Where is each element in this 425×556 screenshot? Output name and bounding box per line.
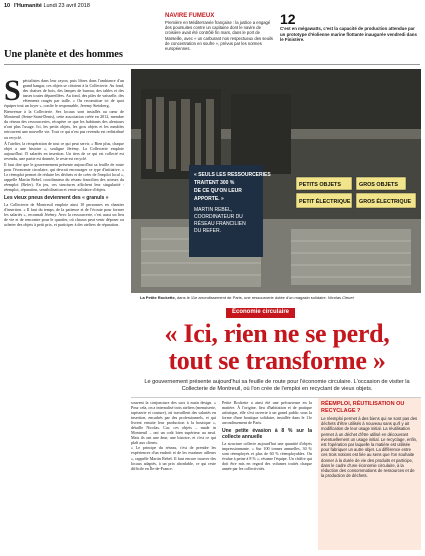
article-photo xyxy=(131,69,421,293)
headline-line: tout se transforme » xyxy=(168,346,386,375)
brief-figure: 12 xyxy=(280,11,296,27)
article-paragraph: La Collecterie de Montreuil emploie ainsi 10 personnes en chantier d'insertion. « Il faut du temps, de la patience et de l'écoute pour former les salariés », reconnaît Jérémy. Avec la ressourcerie, c'est aussi un lieu de vie et de rencontre pour le quartier, où chacun peut venir déposer ou acheter des objets à petit prix, et participer à des ateliers de réparation. xyxy=(4,202,124,228)
article-column-2 xyxy=(131,400,216,471)
article-left-column xyxy=(4,74,124,228)
photo-sign-large-electric: GROS ÉLECTRIQUE xyxy=(359,199,412,205)
headline xyxy=(132,320,422,374)
kicker-tag: Économie circulaire xyxy=(226,308,295,318)
warehouse-photo-illustration xyxy=(131,69,421,293)
photo-sign-small-objects: PETITS OBJETS xyxy=(299,182,341,188)
article-paragraph: Il faut dire que le gouvernement présente aujourd'hui sa feuille de route pour l'économie circulaire, qui devrait encourager ce type d'initiative. « Le réemploi permet de réduire les déchets et de créer de l'emploi local », rappelle Martin Rebel, coordinateur du réseau francilien des acteurs du réemploi (Refer). En jeu, ces structures affichent leur singularité : réemploi, réparation, sensibilisation et vente solidaire d'objets. xyxy=(4,161,124,192)
article-paragraph: souvent la conjoncture des sacs à main design. « Pour cela, on a internalisé trois ateliers (menuiserie, tapisserie et couture), où travaillent des salariés en insertion, encadrés par des professionnels, et qui livrent ensuite leur production à la boutique », détaille Nicolas. Car, ces objets – made in Montreuil – ont un coût bien supérieur au neuf. Mais ils ont une âme, une histoire, et c'est ce qui plaît aux clients. xyxy=(131,400,216,446)
caption-bold: La Petite Rockette, xyxy=(140,295,176,300)
publication-title: l'Humanité xyxy=(14,3,42,9)
brief-figure-text: C'est en mégawatts, c'est la capacité de production attendue par un prototype d'éolienne marine flottante inaugurée vendredi dans le Finistère. xyxy=(280,26,417,42)
publication-name xyxy=(14,3,90,9)
article-subheading: Une petite évasion à 8 % sur la collecte annuelle xyxy=(222,428,312,441)
photo-callout-line: DE CE QU'ON LEUR xyxy=(194,188,242,194)
headline-line: « Ici, rien ne se perd, xyxy=(164,319,390,348)
rubric-divider xyxy=(4,64,420,65)
page-number: 10 xyxy=(4,3,11,9)
article-paragraph: « Le principe du réseau, c'est de prendre les expériences d'un endroit et de les essaimer ailleurs », rappelle Martin Rebel. Il faut encore trouver des locaux adaptés, à un prix abordable, ce qui reste difficile en Île-de-France. xyxy=(131,445,216,471)
dropcap: S xyxy=(4,74,21,107)
standfirst: Le gouvernement présente aujourd'hui sa feuille de route pour l'économie circulaire. L'occasion de visiter la Collecterie de Montreuil, où l'on crée de l'emploi en recyclant de vieux objets. xyxy=(144,379,410,393)
photo-callout-line: DU REFER. xyxy=(194,228,221,234)
photo-sign-small-electric: PETIT ÉLECTRIQUE xyxy=(299,199,351,205)
article-paragraph: La structure collecte aujourd'hui une quantité d'objets impressionnante. « Sur 100 tonnes annuelles, 30 % sont réemployés et plus de 60 % réemployables. On évalue à peine à 8 % », résume l'équipe. Un chiffre qui doit être mis en regard des volumes traités chaque année par les collectivités. xyxy=(222,441,312,472)
photo-callout-line: RÉSEAU FRANCILIEN xyxy=(194,221,246,227)
brief-figure-box xyxy=(280,13,420,43)
photo-caption xyxy=(140,295,420,300)
article-paragraph: Petite Rockette a ainsi été une précurseure en la matière. À l'origine, lieu d'habitation et de pratique artistique, elle s'est ouverte à un grand public sous la forme d'une boutique solidaire, installée dans le 11e arrondissement de Paris. xyxy=(222,400,312,426)
article-paragraph: pécialistes dans leur rayon, puis libres dans l'ambiance d'un grand hangar, ces objets se côtoient à la Collecterie. Au fond, des chaises de bois, des lampes de bureau, des tables et des tasses toutes dépareillées. Au fond, des piles de vaisselle, des vêtements rangés par taille. « On reconstitue ici de quoi équiper tout un foyer », confie le responsable, Jeremy Steinberg. xyxy=(4,78,124,109)
photo-sign-large-objects: GROS OBJETS xyxy=(359,182,398,188)
article-subheading: Les vieux pneus deviennent des « granuls » xyxy=(4,195,109,202)
article-paragraph: Bienvenue à la Collecterie. Ses locaux sont installés au cœur de Montreuil (Seine-Saint-Denis), cette association créée en 2012, membre du réseau des ressourceries, récupère ce que les habitants des alentours n'ont plus l'usage. Ici, les petits objets, les gros objets et les meubles retrouvent une nouvelle vie. Tout ce qui n'est pas revendu est redistribué ou recyclé. xyxy=(4,109,124,140)
photo-credit: Nicolas Cleuet xyxy=(327,295,354,300)
article-column-3 xyxy=(222,400,312,472)
sidebar-title: RÉEMPLOI, RÉUTILISATION OU RECYCLAGE ? xyxy=(321,401,405,414)
photo-callout-line: TRAITENT 300 % xyxy=(194,180,235,186)
photo-callout-line: COORDINATEUR DU xyxy=(194,214,243,220)
brief-navire xyxy=(165,13,275,51)
brief-text: Première en Méditerranée française : la justice a engagé des poursuites contre un capitaine dont le navire de croisière avait été contrôlé fin mars, dans le port de Marseille, avec « un carburant non respectueux des seuils de concentration en soufre », prévus par les normes européennes. xyxy=(165,20,274,52)
section-rubric: Une planète et des hommes xyxy=(4,49,123,60)
sidebar-box xyxy=(318,398,421,550)
brief-tag: NAVIRE FUMEUX xyxy=(165,13,215,19)
photo-callout-line: APPORTE. » xyxy=(194,196,224,202)
article-paragraph: À l'atelier, la récupération de tout ce qui peut servir. « Bien plus, chaque objet a une histoire », souligne Jérémy. La Collecterie emploie aujourd'hui 15 salariés en insertion. Un tiers de ce qui est collecté est revendu, une partie est donnée, le reste est recyclé. xyxy=(4,140,124,161)
page-header xyxy=(0,0,425,12)
photo-callout-line: « SEULS LES RESSOURCERIES xyxy=(194,172,271,178)
issue-date: Lundi 23 avril 2018 xyxy=(43,3,90,9)
caption-text: dans le 11e arrondissement de Paris, une ressourcerie dotée d'un magasin solidaire. xyxy=(175,295,327,300)
sidebar-text: Le réemploi permet à des biens qui ne sont pas des déchets d'être utilisés à nouveau sans qu'il y ait modification de leur usage initial. La réutilisation permet à un déchet d'être utilisé en découvrant éventuellement un usage initial. Le recyclage, enfin, est l'opération par laquelle la matière est utilisée pour fabriquer un autre objet. La différence entre ces trois notions est liée au sens que l'on souhaite donner à la durée de vie des produits et participe, dans le cadre d'une économie circulaire, à la réduction des consommations de ressources et de la production de déchets. xyxy=(321,416,418,479)
photo-callout-line: MARTIN REBEL, xyxy=(194,207,233,213)
